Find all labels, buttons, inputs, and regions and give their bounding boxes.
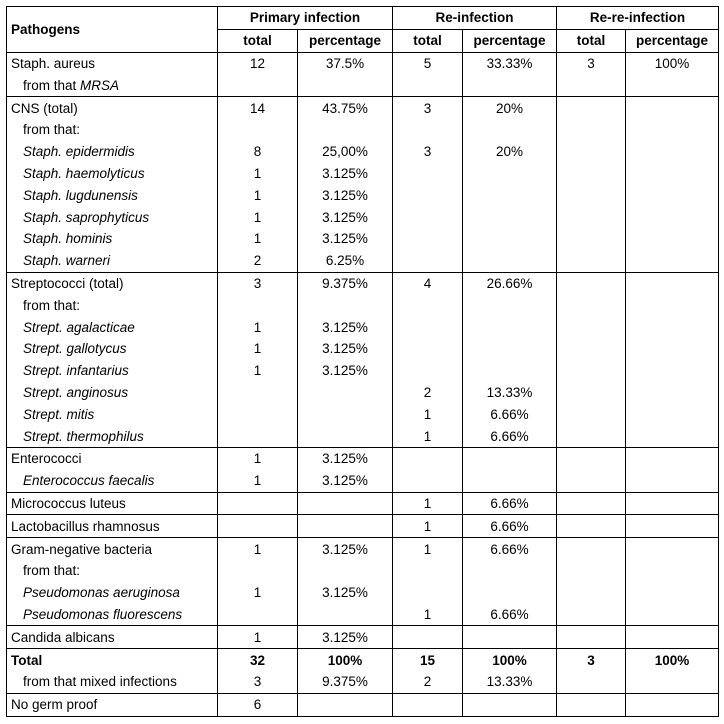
cell-rere-total: 3: [557, 52, 626, 74]
table-row: [7, 74, 719, 96]
cell-re-percentage: 6.66%: [463, 515, 557, 538]
table-row: [7, 693, 719, 716]
table-row: [7, 447, 719, 469]
cell-re-total: 2: [393, 382, 463, 404]
cell-rere-percentage: [626, 403, 719, 425]
cell-rere-total: [557, 693, 626, 716]
pathogen-name: from that:: [7, 560, 218, 582]
cell-primary-percentage: 25,00%: [298, 141, 393, 163]
table-body: [7, 52, 719, 716]
cell-rere-percentage: [626, 228, 719, 250]
cell-primary-percentage: [298, 119, 393, 141]
cell-re-total: [393, 119, 463, 141]
cell-rere-percentage: [626, 206, 719, 228]
cell-re-percentage: [463, 470, 557, 492]
pathogen-name: CNS (total): [7, 97, 218, 119]
cell-primary-total: [218, 74, 298, 96]
cell-rere-percentage: [626, 360, 719, 382]
cell-primary-total: [218, 403, 298, 425]
cell-rere-total: [557, 671, 626, 693]
table-row: [7, 403, 719, 425]
pathogen-name: from that:: [7, 119, 218, 141]
cell-rere-percentage: [626, 294, 719, 316]
cell-re-percentage: [463, 360, 557, 382]
cell-rere-total: [557, 515, 626, 538]
cell-primary-total: 6: [218, 693, 298, 716]
cell-re-percentage: 33.33%: [463, 52, 557, 74]
pathogen-name: Strept. thermophilus: [7, 425, 218, 447]
cell-primary-total: [218, 515, 298, 538]
cell-rere-percentage: [626, 184, 719, 206]
cell-rere-total: [557, 163, 626, 185]
pathogen-name: Micrococcus luteus: [7, 492, 218, 515]
cell-primary-total: 1: [218, 338, 298, 360]
pathogen-name: from that mixed infections: [7, 671, 218, 693]
cell-re-percentage: [463, 184, 557, 206]
cell-primary-total: [218, 425, 298, 447]
cell-rere-percentage: [626, 470, 719, 492]
cell-re-percentage: [463, 582, 557, 604]
table-row: [7, 671, 719, 693]
pathogen-name-italic: MRSA: [80, 77, 120, 93]
table-row: [7, 163, 719, 185]
cell-re-percentage: 6.66%: [463, 604, 557, 626]
cell-rere-percentage: [626, 425, 719, 447]
header-re-total: total: [393, 29, 463, 52]
cell-rere-total: [557, 425, 626, 447]
cell-rere-percentage: [626, 560, 719, 582]
cell-rere-total: [557, 492, 626, 515]
cell-re-total: 3: [393, 97, 463, 119]
cell-re-total: [393, 163, 463, 185]
cell-primary-percentage: [298, 492, 393, 515]
table-row: [7, 250, 719, 272]
pathogen-name: Candida albicans: [7, 626, 218, 649]
cell-re-percentage: 20%: [463, 97, 557, 119]
table-row: [7, 582, 719, 604]
cell-primary-percentage: 9.375%: [298, 272, 393, 294]
cell-rere-percentage: [626, 693, 719, 716]
cell-rere-total: [557, 206, 626, 228]
table-row: [7, 538, 719, 560]
pathogen-name: Staph. warneri: [7, 250, 218, 272]
cell-rere-total: [557, 338, 626, 360]
cell-re-total: 1: [393, 425, 463, 447]
cell-rere-total: [557, 604, 626, 626]
cell-rere-total: [557, 626, 626, 649]
cell-re-percentage: [463, 560, 557, 582]
cell-primary-percentage: 43.75%: [298, 97, 393, 119]
table-row: [7, 338, 719, 360]
cell-primary-percentage: [298, 74, 393, 96]
cell-re-total: [393, 316, 463, 338]
pathogen-name: Staph. hominis: [7, 228, 218, 250]
cell-primary-percentage: [298, 425, 393, 447]
cell-re-total: [393, 184, 463, 206]
cell-rere-percentage: [626, 626, 719, 649]
cell-re-percentage: [463, 693, 557, 716]
pathogen-table: [6, 6, 719, 717]
cell-re-percentage: 100%: [463, 649, 557, 671]
cell-primary-percentage: 3.125%: [298, 163, 393, 185]
cell-primary-total: [218, 382, 298, 404]
pathogen-name: Strept. mitis: [7, 403, 218, 425]
pathogen-name: Lactobacillus rhamnosus: [7, 515, 218, 538]
table-row: [7, 206, 719, 228]
cell-primary-total: [218, 560, 298, 582]
cell-rere-percentage: [626, 382, 719, 404]
cell-rere-percentage: [626, 250, 719, 272]
cell-re-total: [393, 294, 463, 316]
cell-rere-percentage: [626, 119, 719, 141]
table-row: [7, 425, 719, 447]
cell-rere-total: [557, 447, 626, 469]
cell-primary-percentage: 37.5%: [298, 52, 393, 74]
cell-primary-total: 8: [218, 141, 298, 163]
cell-re-percentage: 6.66%: [463, 538, 557, 560]
header-re-re-infection: Re-re-infection: [557, 7, 719, 30]
header-primary-total: total: [218, 29, 298, 52]
table-row: [7, 97, 719, 119]
cell-rere-total: [557, 250, 626, 272]
pathogen-name: Strept. gallotycus: [7, 338, 218, 360]
table-row: [7, 184, 719, 206]
cell-rere-total: [557, 403, 626, 425]
cell-primary-percentage: [298, 604, 393, 626]
cell-re-total: [393, 470, 463, 492]
table-row: [7, 649, 719, 671]
cell-primary-total: 3: [218, 671, 298, 693]
cell-rere-percentage: 100%: [626, 52, 719, 74]
cell-primary-total: [218, 119, 298, 141]
cell-rere-percentage: [626, 163, 719, 185]
cell-primary-percentage: 3.125%: [298, 470, 393, 492]
cell-rere-total: [557, 382, 626, 404]
pathogen-name: from that:: [7, 294, 218, 316]
cell-primary-percentage: 3.125%: [298, 228, 393, 250]
table-row: [7, 515, 719, 538]
cell-primary-percentage: 9.375%: [298, 671, 393, 693]
pathogen-name: Staph. saprophyticus: [7, 206, 218, 228]
cell-primary-percentage: 3.125%: [298, 582, 393, 604]
pathogen-name: Gram-negative bacteria: [7, 538, 218, 560]
cell-re-percentage: [463, 74, 557, 96]
cell-re-percentage: [463, 228, 557, 250]
pathogen-name: Pseudomonas aeruginosa: [7, 582, 218, 604]
cell-re-percentage: 6.66%: [463, 492, 557, 515]
cell-rere-total: [557, 184, 626, 206]
cell-primary-total: 1: [218, 360, 298, 382]
cell-re-total: [393, 228, 463, 250]
table-row: [7, 560, 719, 582]
table-row: [7, 360, 719, 382]
cell-re-percentage: [463, 447, 557, 469]
cell-primary-percentage: 3.125%: [298, 626, 393, 649]
cell-primary-total: 1: [218, 206, 298, 228]
header-primary-infection: Primary infection: [218, 7, 393, 30]
cell-re-total: [393, 338, 463, 360]
cell-rere-percentage: 100%: [626, 649, 719, 671]
cell-primary-total: 12: [218, 52, 298, 74]
table-row: [7, 294, 719, 316]
cell-re-percentage: [463, 119, 557, 141]
cell-rere-percentage: [626, 338, 719, 360]
cell-re-total: [393, 626, 463, 649]
cell-re-total: 4: [393, 272, 463, 294]
table-row: [7, 272, 719, 294]
table-row: [7, 604, 719, 626]
cell-rere-percentage: [626, 141, 719, 163]
cell-rere-percentage: [626, 74, 719, 96]
cell-primary-total: 2: [218, 250, 298, 272]
header-rere-percentage: percentage: [626, 29, 719, 52]
cell-rere-total: [557, 582, 626, 604]
cell-rere-total: [557, 294, 626, 316]
cell-primary-percentage: 3.125%: [298, 184, 393, 206]
cell-primary-total: 1: [218, 538, 298, 560]
table-row: [7, 316, 719, 338]
cell-re-percentage: [463, 316, 557, 338]
pathogen-name: Strept. infantarius: [7, 360, 218, 382]
header-pathogens: Pathogens: [7, 7, 218, 53]
table-row: [7, 228, 719, 250]
cell-re-total: 1: [393, 492, 463, 515]
cell-primary-percentage: 3.125%: [298, 316, 393, 338]
cell-primary-total: 1: [218, 316, 298, 338]
cell-rere-percentage: [626, 538, 719, 560]
cell-rere-percentage: [626, 447, 719, 469]
cell-primary-total: 1: [218, 184, 298, 206]
header-rere-total: total: [557, 29, 626, 52]
cell-rere-percentage: [626, 515, 719, 538]
cell-re-total: [393, 206, 463, 228]
cell-rere-total: [557, 141, 626, 163]
pathogen-name-prefix: from that: [23, 77, 81, 93]
table-row: [7, 119, 719, 141]
cell-primary-total: 1: [218, 163, 298, 185]
pathogen-name: Staph. haemolyticus: [7, 163, 218, 185]
cell-rere-total: [557, 538, 626, 560]
pathogen-name: Staph. aureus: [7, 52, 218, 74]
pathogen-name: No germ proof: [7, 693, 218, 716]
cell-re-total: 1: [393, 538, 463, 560]
pathogen-name: Enterococci: [7, 447, 218, 469]
pathogen-name: Enterococcus faecalis: [7, 470, 218, 492]
cell-re-total: [393, 447, 463, 469]
cell-primary-percentage: 3.125%: [298, 206, 393, 228]
cell-re-percentage: 6.66%: [463, 425, 557, 447]
cell-primary-percentage: [298, 515, 393, 538]
cell-re-total: 1: [393, 403, 463, 425]
cell-re-total: 2: [393, 671, 463, 693]
cell-primary-total: 1: [218, 470, 298, 492]
table-row: [7, 52, 719, 74]
cell-rere-percentage: [626, 272, 719, 294]
cell-re-percentage: [463, 626, 557, 649]
cell-re-percentage: 20%: [463, 141, 557, 163]
cell-primary-percentage: [298, 693, 393, 716]
cell-rere-total: [557, 360, 626, 382]
pathogen-name: Total: [7, 649, 218, 671]
cell-re-total: 15: [393, 649, 463, 671]
cell-primary-total: [218, 294, 298, 316]
cell-primary-percentage: 100%: [298, 649, 393, 671]
cell-re-percentage: 26.66%: [463, 272, 557, 294]
cell-primary-percentage: [298, 560, 393, 582]
pathogen-name: Staph. epidermidis: [7, 141, 218, 163]
table-row: [7, 626, 719, 649]
header-row-1: [7, 7, 719, 30]
cell-primary-percentage: [298, 294, 393, 316]
cell-primary-total: 1: [218, 447, 298, 469]
table-row: [7, 492, 719, 515]
cell-rere-total: [557, 74, 626, 96]
cell-re-total: [393, 74, 463, 96]
cell-primary-percentage: 3.125%: [298, 338, 393, 360]
header-primary-percentage: percentage: [298, 29, 393, 52]
cell-primary-total: [218, 604, 298, 626]
cell-re-total: [393, 250, 463, 272]
cell-re-total: [393, 560, 463, 582]
cell-rere-percentage: [626, 604, 719, 626]
cell-re-percentage: [463, 206, 557, 228]
cell-primary-percentage: [298, 403, 393, 425]
pathogen-name: Strept. agalacticae: [7, 316, 218, 338]
cell-re-total: [393, 582, 463, 604]
cell-rere-total: 3: [557, 649, 626, 671]
cell-rere-total: [557, 228, 626, 250]
cell-re-total: 5: [393, 52, 463, 74]
cell-rere-percentage: [626, 492, 719, 515]
pathogen-name: Pseudomonas fluorescens: [7, 604, 218, 626]
cell-re-percentage: 13.33%: [463, 671, 557, 693]
pathogen-name: Streptococci (total): [7, 272, 218, 294]
cell-rere-total: [557, 470, 626, 492]
cell-re-total: 3: [393, 141, 463, 163]
header-re-infection: Re-infection: [393, 7, 557, 30]
header-re-percentage: percentage: [463, 29, 557, 52]
cell-rere-total: [557, 560, 626, 582]
cell-rere-percentage: [626, 97, 719, 119]
cell-primary-percentage: 3.125%: [298, 538, 393, 560]
cell-rere-percentage: [626, 671, 719, 693]
cell-rere-total: [557, 316, 626, 338]
cell-rere-total: [557, 97, 626, 119]
pathogen-name: Strept. anginosus: [7, 382, 218, 404]
pathogen-name: [7, 74, 218, 96]
cell-re-percentage: [463, 294, 557, 316]
cell-re-total: [393, 360, 463, 382]
cell-re-percentage: [463, 163, 557, 185]
table-row: [7, 470, 719, 492]
cell-rere-percentage: [626, 316, 719, 338]
cell-rere-total: [557, 272, 626, 294]
cell-re-total: 1: [393, 604, 463, 626]
cell-primary-percentage: 3.125%: [298, 447, 393, 469]
cell-primary-percentage: [298, 382, 393, 404]
cell-re-total: [393, 693, 463, 716]
cell-primary-total: 32: [218, 649, 298, 671]
table-row: [7, 141, 719, 163]
cell-re-percentage: [463, 338, 557, 360]
cell-primary-percentage: 3.125%: [298, 360, 393, 382]
cell-re-percentage: 6.66%: [463, 403, 557, 425]
cell-re-percentage: [463, 250, 557, 272]
cell-primary-total: 3: [218, 272, 298, 294]
table-row: [7, 382, 719, 404]
cell-rere-percentage: [626, 582, 719, 604]
cell-primary-total: 1: [218, 626, 298, 649]
cell-re-percentage: 13.33%: [463, 382, 557, 404]
cell-primary-percentage: 6.25%: [298, 250, 393, 272]
cell-primary-total: 1: [218, 228, 298, 250]
pathogen-name: Staph. lugdunensis: [7, 184, 218, 206]
cell-re-total: 1: [393, 515, 463, 538]
cell-rere-total: [557, 119, 626, 141]
cell-primary-total: 1: [218, 582, 298, 604]
cell-primary-total: 14: [218, 97, 298, 119]
cell-primary-total: [218, 492, 298, 515]
